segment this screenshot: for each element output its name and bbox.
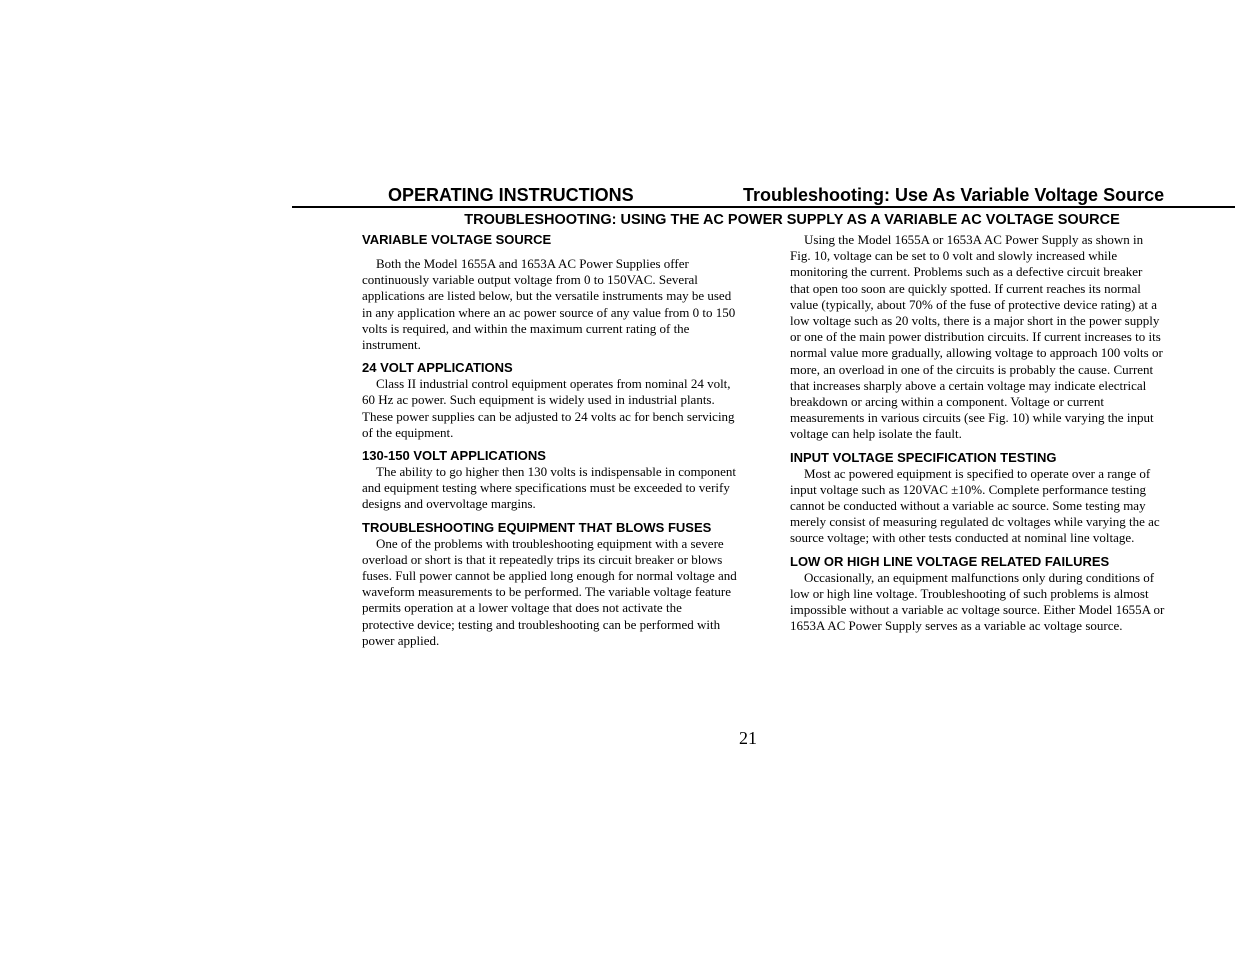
section-variable-voltage-source xyxy=(362,232,737,353)
section-heading: INPUT VOLTAGE SPECIFICATION TESTING xyxy=(790,449,1057,465)
page-title: TROUBLESHOOTING: USING THE AC POWER SUPPLY AS A VARIABLE AC VOLTAGE SOURCE xyxy=(464,212,1120,228)
section-heading: 130-150 VOLT APPLICATIONS xyxy=(362,448,546,464)
page-number: 21 xyxy=(739,728,757,748)
section-heading: TROUBLESHOOTING EQUIPMENT THAT BLOWS FUSES xyxy=(362,519,712,535)
section-body: Class II industrial control equipment operates from nominal 24 volt, 60 Hz ac power. Such equipment is widely used in industrial plants. These power supplies can be adjusted to 24 volts ac for bench servicing of the equipment. xyxy=(362,376,735,440)
header-divider xyxy=(292,206,1235,208)
section-heading: VARIABLE VOLTAGE SOURCE xyxy=(362,232,552,247)
running-header-right: Troubleshooting: Use As Variable Voltage Source xyxy=(743,185,1165,205)
section-130-150-volt-applications xyxy=(362,448,737,513)
section-troubleshooting-procedure xyxy=(790,232,1165,443)
left-column xyxy=(362,232,737,656)
section-heading: LOW OR HIGH LINE VOLTAGE RELATED FAILURES xyxy=(790,553,1110,569)
section-line-voltage-failures xyxy=(790,554,1165,635)
section-input-voltage-testing xyxy=(790,450,1165,547)
section-24-volt-applications xyxy=(362,360,737,441)
section-body: Using the Model 1655A or 1653A AC Power Supply as shown in Fig. 10, voltage can be set to 0 volt and slowly increased while monitoring the current. Problems such as a defective circuit breaker that open too soon are quickly spotted. If current reaches its normal value (typically, about 70% of the fuse of protective device rating) at a low voltage such as 20 volts, there is a major short in the power supply or one of the main power distribution circuits. If current increases to its normal value more gradually, allowing voltage to approach 100 volts or more, an overload in one of the circuits is probably the cause. Current that increases sharply above a certain voltage may indicate electrical breakdown or arcing within a component. Voltage or current measurements in various circuits (see Fig. 10) while varying the input voltage can help isolate the fault. xyxy=(790,232,1163,442)
section-body: The ability to go higher then 130 volts is indispensable in component and equipment testing where specifications must be exceeded to verify designs and overvoltage margins. xyxy=(362,464,736,512)
section-body: Most ac powered equipment is specified to operate over a range of input voltage such as 120VAC ±10%. Complete performance testing cannot be conducted without a variable ac source. Some testing may merely consist of measuring regulated dc voltages while varying the ac source voltage; with other tests conducted at nominal line voltage. xyxy=(790,465,1160,546)
section-body: One of the problems with troubleshooting equipment with a severe overload or short is that it repeatedly trips its circuit breaker or blows fuses. Full power cannot be applied long enough for normal voltage and waveform measurements to be performed. The variable voltage feature permits operation at a lower voltage that does not activate the protective device; testing and troubleshooting can be performed with power applied. xyxy=(362,535,737,648)
right-column xyxy=(790,232,1165,641)
section-body: Both the Model 1655A and 1653A AC Power Supplies offer continuously variable output voltage from 0 to 150VAC. Several applications are listed below, but the versatile instruments may be used in any application where an ac power source of any value from 0 to 150 volts is required, and within the maximum current rating of the instrument. xyxy=(362,256,736,353)
running-header-left: OPERATING INSTRUCTIONS xyxy=(388,185,634,205)
section-troubleshooting-fuses xyxy=(362,520,737,649)
section-heading: 24 VOLT APPLICATIONS xyxy=(362,360,513,376)
section-body: Occasionally, an equipment malfunctions only during conditions of low or high line voltage. Troubleshooting of such problems is almost impossible without a variable ac voltage source. Either Model 1655A or 1653A AC Power Supply serves as a variable ac voltage source. xyxy=(790,569,1165,634)
